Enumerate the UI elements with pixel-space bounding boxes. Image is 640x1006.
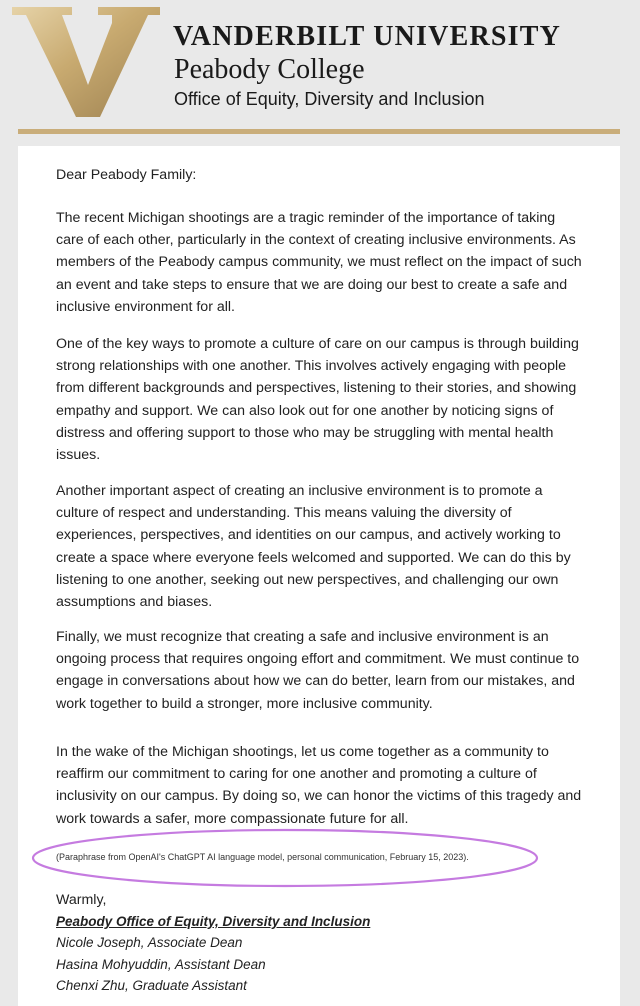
college-name: Peabody College — [174, 54, 365, 85]
closing: Warmly, — [56, 892, 107, 908]
header-divider — [18, 129, 620, 134]
signature-office: Peabody Office of Equity, Diversity and Inclusion — [56, 914, 371, 929]
chatgpt-citation: (Paraphrase from OpenAI's ChatGPT AI language model, personal communication, February 15, 2023). — [56, 852, 469, 862]
signer: Nicole Joseph, Associate Dean — [56, 935, 243, 950]
vanderbilt-v-logo-icon — [12, 7, 160, 117]
paragraph-1: The recent Michigan shootings are a tragic reminder of the importance of taking care of each other, particularly in the context of creating inclusive environments. As members of the Peabody campus community, we must reflect on the impact of such an event and take steps to ensure that we are doing our best to create a safe and inclusive environment for all. — [56, 210, 582, 315]
paragraph-3: Another important aspect of creating an inclusive environment is to promote a culture of respect and understanding. This means valuing the diversity of experiences, perspectives, and identities on our campus, and actively working to create a space where everyone feels welcomed and supported. We can do this by listening to one another, seeking out new perspectives, and challenging our own assumptions and biases. — [56, 483, 571, 611]
signer: Hasina Mohyuddin, Assistant Dean — [56, 957, 266, 972]
paragraph-4: Finally, we must recognize that creating a safe and inclusive environment is an ongoing process that requires ongoing effort and commitment. We must continue to engage in conversations about how we can do better, learn from our mistakes, and work together to build a stronger, more inclusive community. — [56, 629, 580, 712]
salutation: Dear Peabody Family: — [56, 167, 197, 183]
letter-body — [18, 146, 620, 1006]
paragraph-2: One of the key ways to promote a culture of care on our campus is through building strong relationships with one another. This involves actively engaging with people from different backgrounds and perspectives, listening to their stories, and showing empathy and support. We can also look out for one another by noticing signs of distress and offering support to those who may be struggling with mental health issues. — [56, 336, 579, 464]
paragraph-5: In the wake of the Michigan shootings, let us come together as a community to reaffirm our commitment to caring for one another and promoting a culture of inclusivity on our campus. By doing so, we can honor the victims of this tragedy and work towards a safer, more compassionate future for all. — [56, 744, 582, 827]
university-name: VANDERBILT UNIVERSITY — [173, 21, 562, 52]
signer: Chenxi Zhu, Graduate Assistant — [56, 978, 247, 993]
letterhead — [0, 0, 640, 145]
office-name: Office of Equity, Diversity and Inclusion — [174, 89, 485, 109]
